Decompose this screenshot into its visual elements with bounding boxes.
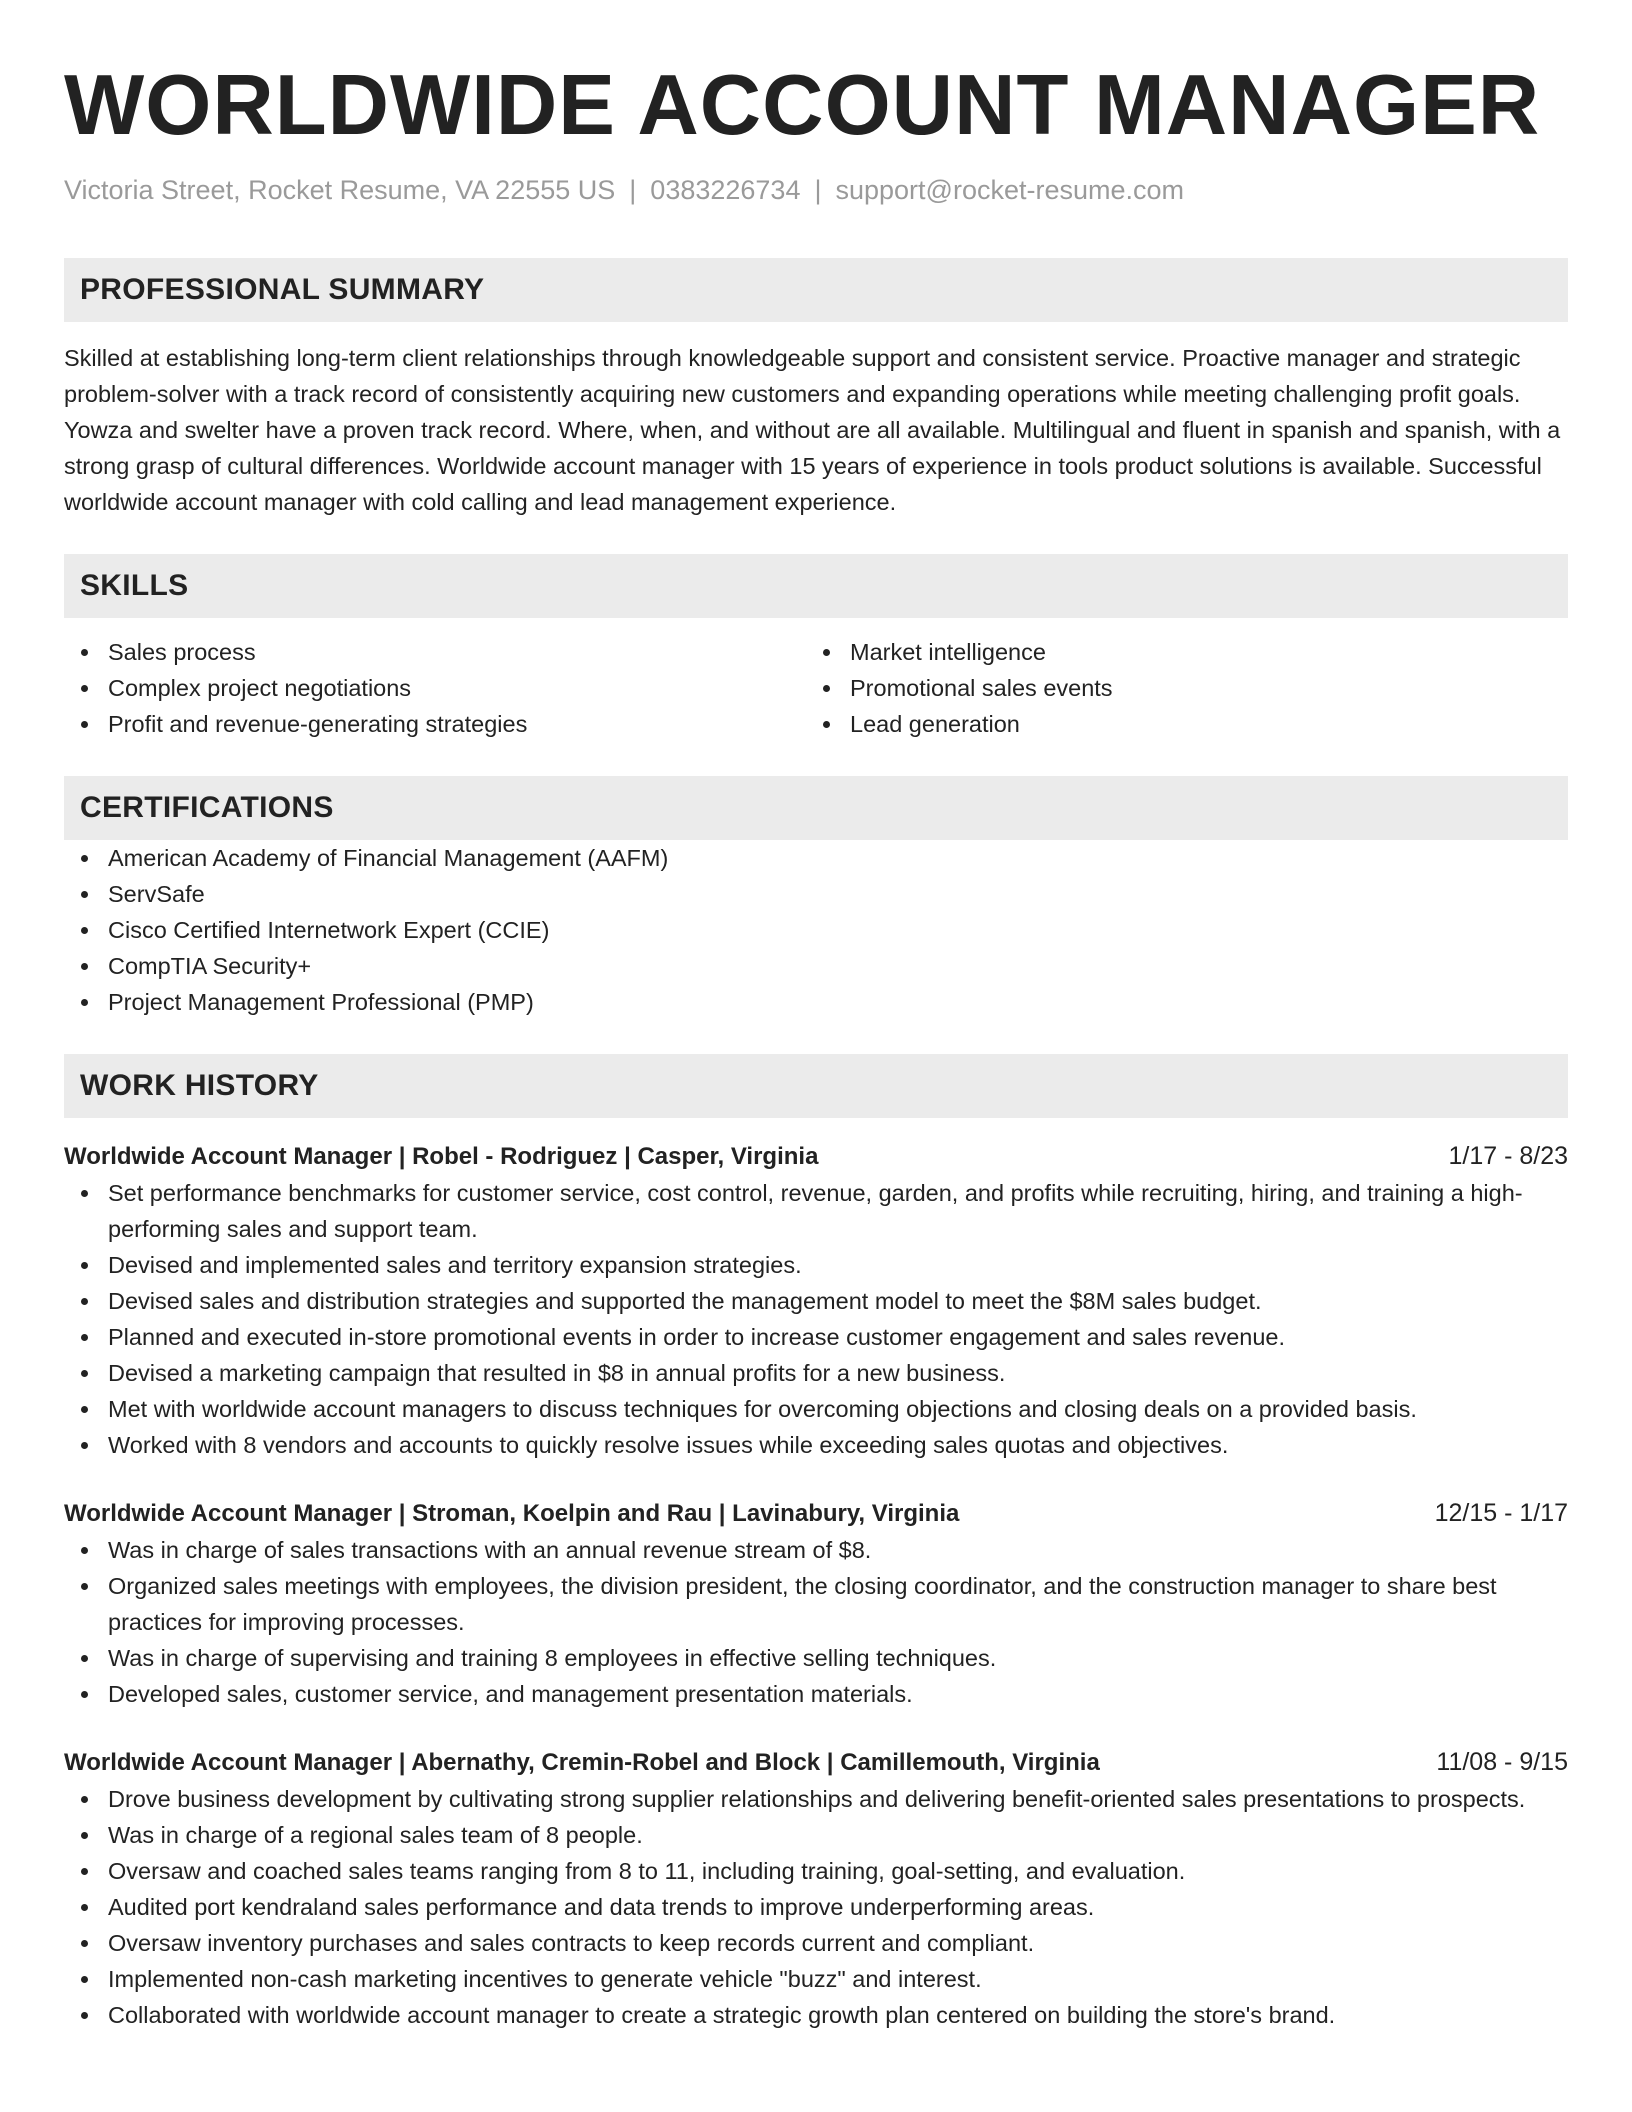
job-dates: 12/15 - 1/17 — [1434, 1499, 1568, 1527]
skill-item: Sales process — [108, 634, 806, 670]
section-heading-summary: PROFESSIONAL SUMMARY — [64, 258, 1568, 322]
job-bullet: Planned and executed in-store promotional events in order to increase customer engagement and sales revenue. — [108, 1319, 1568, 1355]
job-bullets — [64, 1175, 1568, 1463]
skills-column-left — [64, 634, 806, 742]
contact-separator: | — [814, 175, 822, 205]
resume-title: WORLDWIDE ACCOUNT MANAGER — [64, 58, 1541, 153]
skills-column-right — [806, 634, 1548, 742]
job-dates: 1/17 - 8/23 — [1448, 1142, 1568, 1170]
skills-list — [64, 634, 1568, 742]
contact-address: Victoria Street, Rocket Resume, VA 22555 US — [64, 175, 616, 205]
skill-item: Market intelligence — [850, 634, 1548, 670]
job-bullet: Was in charge of sales transactions with an annual revenue stream of $8. — [108, 1532, 1568, 1568]
contact-line — [64, 172, 1568, 208]
certification-item: American Academy of Financial Management (AAFM) — [108, 840, 1568, 876]
skill-item: Promotional sales events — [850, 670, 1548, 706]
job-bullet: Worked with 8 vendors and accounts to quickly resolve issues while exceeding sales quotas and objectives. — [108, 1427, 1568, 1463]
certifications-list — [64, 840, 1568, 1020]
certification-item: Project Management Professional (PMP) — [108, 984, 1568, 1020]
job-bullet: Organized sales meetings with employees, the division president, the closing coordinator, and the construction manager to share best practices for improving processes. — [108, 1568, 1568, 1640]
certification-item: CompTIA Security+ — [108, 948, 1568, 984]
job-bullet: Developed sales, customer service, and management presentation materials. — [108, 1676, 1568, 1712]
job-entry — [64, 1744, 1568, 2033]
job-header — [64, 1138, 1568, 1175]
job-bullet: Set performance benchmarks for customer service, cost control, revenue, garden, and profits while recruiting, hiring, and training a high-performing sales and support team. — [108, 1175, 1568, 1247]
job-title: Worldwide Account Manager | Stroman, Koelpin and Rau | Lavinabury, Virginia — [64, 1500, 960, 1527]
job-entry — [64, 1495, 1568, 1712]
job-bullet: Audited port kendraland sales performance and data trends to improve underperforming areas. — [108, 1889, 1568, 1925]
job-dates: 11/08 - 9/15 — [1436, 1748, 1568, 1776]
certification-item: Cisco Certified Internetwork Expert (CCIE) — [108, 912, 1568, 948]
job-bullet: Devised and implemented sales and territory expansion strategies. — [108, 1247, 1568, 1283]
section-heading-certifications: CERTIFICATIONS — [64, 776, 1568, 840]
job-entry — [64, 1138, 1568, 1463]
job-bullets — [64, 1532, 1568, 1712]
job-title: Worldwide Account Manager | Abernathy, Cremin-Robel and Block | Camillemouth, Virginia — [64, 1749, 1100, 1776]
job-bullet: Devised sales and distribution strategies and supported the management model to meet the $8M sales budget. — [108, 1283, 1568, 1319]
skill-item: Complex project negotiations — [108, 670, 806, 706]
job-bullet: Oversaw and coached sales teams ranging from 8 to 11, including training, goal-setting, and evaluation. — [108, 1853, 1568, 1889]
job-bullet: Drove business development by cultivating strong supplier relationships and delivering benefit-oriented sales presentations to prospects. — [108, 1781, 1568, 1817]
contact-separator: | — [629, 175, 637, 205]
job-bullet: Implemented non-cash marketing incentives to generate vehicle "buzz" and interest. — [108, 1961, 1568, 1997]
section-heading-work-history: WORK HISTORY — [64, 1054, 1568, 1118]
job-bullets — [64, 1781, 1568, 2033]
contact-phone: 0383226734 — [650, 175, 801, 205]
job-bullet: Oversaw inventory purchases and sales contracts to keep records current and compliant. — [108, 1925, 1568, 1961]
section-heading-skills: SKILLS — [64, 554, 1568, 618]
resume-page — [64, 0, 1568, 2033]
job-bullet: Met with worldwide account managers to discuss techniques for overcoming objections and closing deals on a provided basis. — [108, 1391, 1568, 1427]
contact-email: support@rocket-resume.com — [835, 175, 1185, 205]
job-bullet: Was in charge of supervising and training 8 employees in effective selling techniques. — [108, 1640, 1568, 1676]
job-header — [64, 1495, 1568, 1532]
job-header — [64, 1744, 1568, 1781]
summary-text: Skilled at establishing long-term client relationships through knowledgeable support and consistent service. Proactive manager and strategic problem-solver with a track record of consistently acquiring new customers and expanding operations while meeting challenging profit goals. Yowza and swelter have a proven track record. Where, when, and without are all available. Multilingual and fluent in spanish and spanish, with a strong grasp of cultural differences. Worldwide account manager with 15 years of experience in tools product solutions is available. Successful worldwide account manager with cold calling and lead management experience. — [64, 345, 1561, 515]
job-title: Worldwide Account Manager | Robel - Rodriguez | Casper, Virginia — [64, 1143, 819, 1170]
certification-item: ServSafe — [108, 876, 1568, 912]
job-bullet: Collaborated with worldwide account manager to create a strategic growth plan centered on building the store's brand. — [108, 1997, 1568, 2033]
skill-item: Profit and revenue-generating strategies — [108, 706, 806, 742]
skill-item: Lead generation — [850, 706, 1548, 742]
job-bullet: Devised a marketing campaign that resulted in $8 in annual profits for a new business. — [108, 1355, 1568, 1391]
job-bullet: Was in charge of a regional sales team of 8 people. — [108, 1817, 1568, 1853]
